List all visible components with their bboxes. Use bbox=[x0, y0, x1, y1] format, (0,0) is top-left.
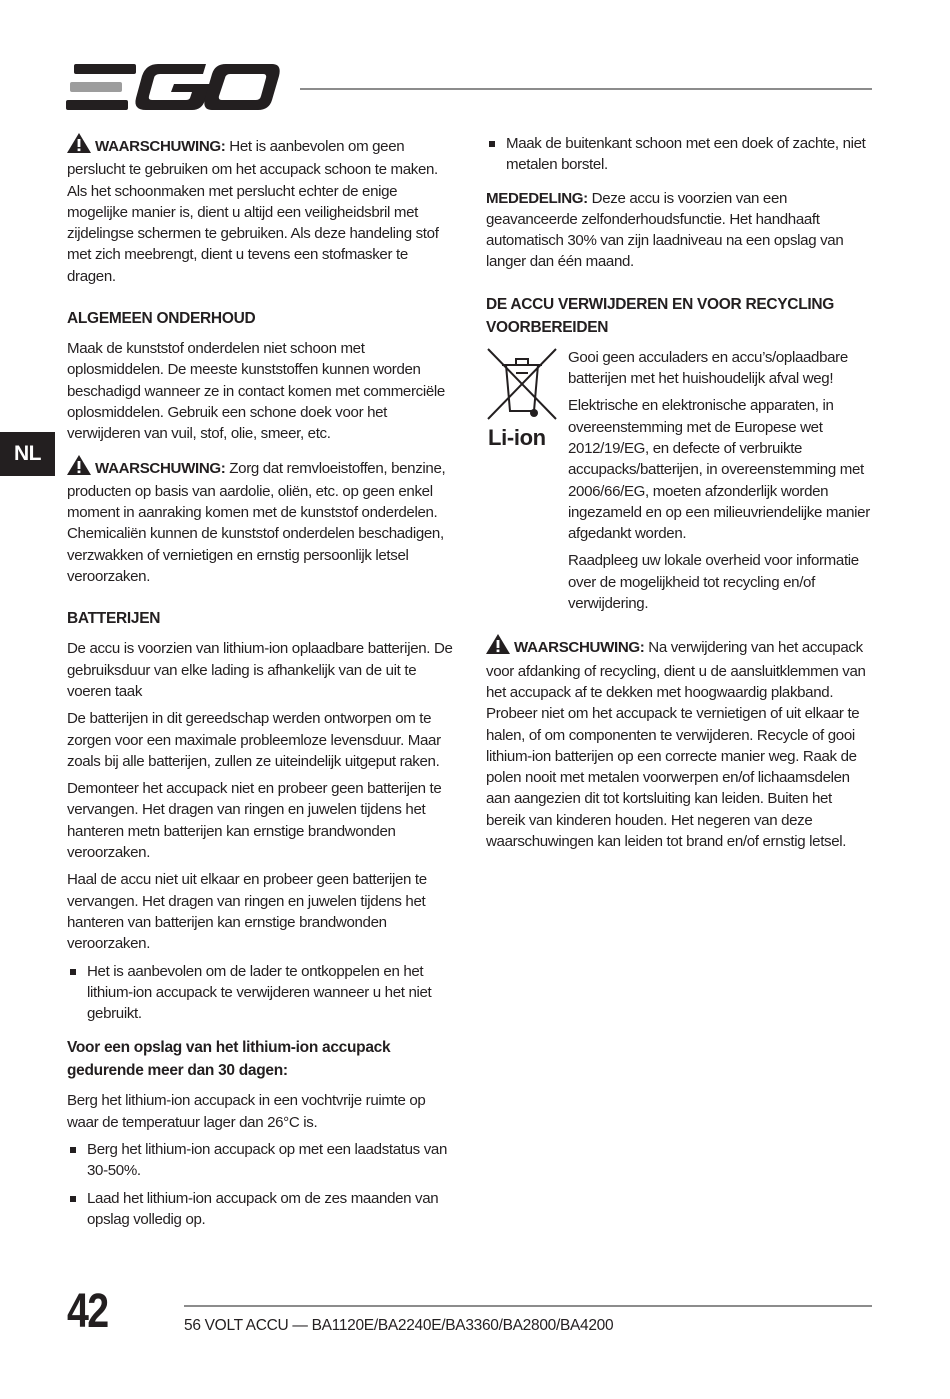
list-item bbox=[67, 961, 457, 1025]
notice-self-maintenance bbox=[486, 188, 874, 273]
crossed-bin-li-ion-icon bbox=[486, 347, 560, 451]
list-item bbox=[67, 1139, 457, 1182]
list-item bbox=[486, 133, 874, 176]
recycling-section bbox=[486, 347, 874, 615]
warning-label: WAARSCHUWING: bbox=[95, 138, 226, 155]
right-column bbox=[486, 133, 874, 858]
warning-text: Het is aanbevolen om geen perslucht te gebruiken om het accupack schoon te maken. Als het schoonmaken met perslucht echter de enige mogelijke manier is, dient u altijd een veiligheidsbril met zijdelingse schermen te gebruiken. Als deze handeling stof met zich meebrengt, dient u tevens een stofmasker te dragen. bbox=[67, 138, 439, 285]
warning-label: WAARSCHUWING: bbox=[514, 639, 645, 657]
header-rule bbox=[300, 88, 872, 90]
recycling-paragraph: Elektrische en elektronische apparaten, in overeenstemming met de Europese wet 2012/19/EG, en defecte of verbruikte accupacks/batterijen, in overeenstemming met 2006/66/EG, moeten afzonderlijk worden ingezameld en op een milieuvriendelijke manier afgedankt worden. bbox=[568, 397, 870, 543]
general-maintenance-heading: ALGEMEEN ONDERHOUD bbox=[67, 310, 256, 328]
warning-triangle-icon bbox=[486, 634, 510, 660]
left-column bbox=[67, 133, 457, 1236]
battery-paragraph: Demonteer het accupack niet en probeer geen batterijen te vervangen. Het dragen van ringen en juwelen tijdens het hanteren metn batterijen kan ernstige brandwonden veroorzaken. bbox=[67, 780, 442, 862]
battery-paragraph: Haal de accu niet uit elkaar en probeer geen batterijen te vervangen. Het dragen van ringen en juwelen tijdens het hanteren van batterijen kan ernstige brandwonden veroorzaken. bbox=[67, 871, 427, 953]
bullet-square-icon bbox=[70, 1147, 76, 1153]
language-tab: NL bbox=[0, 432, 55, 476]
warning-chemicals bbox=[67, 455, 457, 588]
warning-compressed-air bbox=[67, 133, 457, 287]
notice-label: MEDEDELING: bbox=[486, 189, 588, 207]
recycling-heading: DE ACCU VERWIJDEREN EN VOOR RECYCLING VOORBEREIDEN bbox=[486, 295, 835, 336]
ego-logo bbox=[66, 62, 280, 114]
battery-bullet-list bbox=[67, 961, 457, 1025]
general-maintenance-text: Maak de kunststof onderdelen niet schoon met oplosmiddelen. De meeste kunststoffen kunnen worden beschadigd wanneer ze in contact komen met commerciële oplosmiddelen. Gebruik een schone doek voor het verwijderen van vuil, stof, olie, smeer, etc. bbox=[67, 340, 445, 443]
list-item-text: Berg het lithium-ion accupack op met een laadstatus van 30-50%. bbox=[87, 1140, 447, 1180]
cleaning-bullet-list bbox=[486, 133, 874, 176]
battery-paragraph: De accu is voorzien van lithium-ion oplaadbare batterijen. De gebruiksduur van elke lading is afhankelijk van de uit te voeren taak bbox=[67, 640, 453, 700]
footer-product-line: 56 VOLT ACCU — BA1120E/BA2240E/BA3360/BA2800/BA4200 bbox=[184, 1317, 614, 1334]
battery-paragraph: De batterijen in dit gereedschap werden ontworpen om te zorgen voor een maximale probleemloze levensduur. Maar zoals bij alle batterijen, zullen ze uiteindelijk uitgeput raken. bbox=[67, 710, 441, 770]
batteries-heading: BATTERIJEN bbox=[67, 610, 161, 628]
warning-recycling bbox=[486, 634, 874, 852]
warning-triangle-icon bbox=[67, 133, 91, 159]
bullet-square-icon bbox=[489, 141, 495, 147]
list-item-text: Laad het lithium-ion accupack om de zes maanden van opslag volledig op. bbox=[87, 1189, 439, 1228]
list-item bbox=[67, 1188, 457, 1231]
recycling-paragraph: Raadpleeg uw lokale overheid voor informatie over de mogelijkheid tot recycling en/of verwijdering. bbox=[568, 552, 859, 613]
warning-triangle-icon bbox=[67, 455, 91, 481]
page-number: 42 bbox=[67, 1285, 108, 1338]
bullet-square-icon bbox=[70, 1196, 76, 1202]
list-item-text: Het is aanbevolen om de lader te ontkoppelen en het lithium-ion accupack te verwijderen wanneer u het niet gebruikt. bbox=[87, 962, 432, 1023]
warning-text: Na verwijdering van het accupack voor afdanking of recycling, dient u de aansluitklemmen van het accupack af te dekken met hoogwaardig plakband. Probeer niet om het accupack te vernietigen of uit elkaar te halen, of om componenten te verwijderen. Recycle of gooi lithium-ion batterijen op een correcte manier weg. Raak de polen nooit met metalen voorwerpen en/of lichaamsdelen aan aangezien dit tot kortsluiting kan leiden. Buiten het bereik van kinderen houden. Het negeren van deze waarschuwingen kan leiden tot brand en/of ernstig letsel. bbox=[486, 639, 866, 851]
recycling-paragraph: Gooi geen acculaders en accu’s/oplaadbare batterijen met het huishoudelijk afval weg! bbox=[568, 348, 848, 388]
li-ion-label: Li-ion bbox=[488, 424, 546, 450]
notice-text: Deze accu is voorzien van een geavanceerde zelfonderhoudsfunctie. Het handhaaft automatisch 30% van zijn laadniveau na een opslag van langer dan één maand. bbox=[486, 189, 844, 271]
warning-text: Zorg dat remvloeistoffen, benzine, producten op basis van aardolie, oliën, etc. op geen enkel moment in aanraking komen met de kunststof onderdelen. Chemicaliën kunnen de kunststof onderdelen beschadigen, verzwakken of vernietigen en ernstig persoonlijk letsel veroorzaken. bbox=[67, 459, 446, 586]
footer-rule bbox=[184, 1305, 872, 1307]
bullet-square-icon bbox=[70, 969, 76, 975]
storage-text: Berg het lithium-ion accupack in een vochtvrije ruimte op waar de temperatuur lager dan 26°C is. bbox=[67, 1092, 426, 1131]
list-item-text: Maak de buitenkant schoon met een doek of zachte, niet metalen borstel. bbox=[506, 135, 866, 174]
warning-label: WAARSCHUWING: bbox=[95, 459, 226, 477]
storage-bullet-list bbox=[67, 1139, 457, 1230]
storage-heading: Voor een opslag van het lithium-ion accupack gedurende meer dan 30 dagen: bbox=[67, 1039, 391, 1080]
